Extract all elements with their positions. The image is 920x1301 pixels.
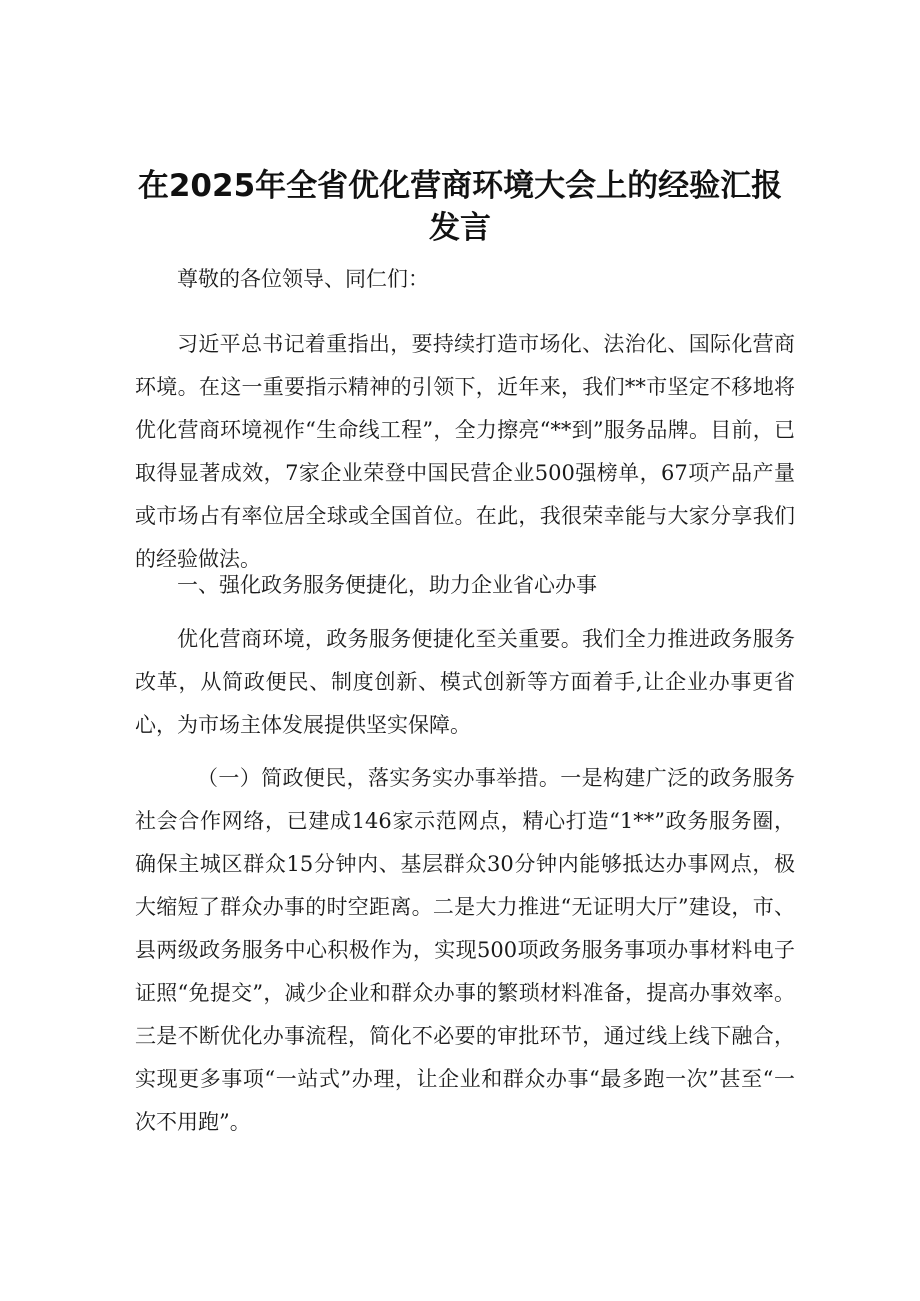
- paragraph-subsection-1: （一）简政便民，落实务实办事举措。一是构建广泛的政务服务社会合作网络，已建成146家示范网点，精心打造“1**”政务服务圈，确保主城区群众15分钟内、基层群众30分钟内能够抵达办事网点，极大缩短了群众办事的时空距离。二是大力推进“无证明大厅”建设，市、县两级政务服务中心积极作为，实现500项政务服务事项办事材料电子证照“免提交”，减少企业和群众办事的繁琐材料准备，提高办事效率。三是不断优化办事流程，简化不必要的审批环节，通过线上线下融合，实现更多事项“一站式”办理，让企业和群众办事“最多跑一次”甚至“一次不用跑”。: [135, 766, 795, 1134]
- section-heading-block: [135, 564, 795, 607]
- document-title-line-1: 在2025年全省优化营商环境大会上的经验汇报: [137, 168, 783, 204]
- salutation: 尊敬的各位领导、同仁们：: [177, 267, 429, 291]
- paragraph-block-1: [135, 323, 795, 581]
- paragraph-section-1-intro: 优化营商环境，政务服务便捷化至关重要。我们全力推进政务服务改革，从简政便民、制度创新、模式创新等方面着手,让企业办事更省心，为市场主体发展提供坚实保障。: [135, 627, 795, 737]
- paragraph-intro: 习近平总书记着重指出，要持续打造市场化、法治化、国际化营商环境。在这一重要指示精神的引领下，近年来，我们**市坚定不移地将优化营商环境视作“生命线工程”，全力擦亮“**到”服务品牌。目前，已取得显著成效，7家企业荣登中国民营企业500强榜单，67项产品产量或市场占有率位居全球或全国首位。在此，我很荣幸能与大家分享我们的经验做法。: [135, 332, 795, 571]
- paragraph-block-2: [135, 618, 795, 747]
- paragraph-block-3: [135, 757, 795, 1144]
- section-heading-1: 一、强化政务服务便捷化，助力企业省心办事: [177, 573, 597, 597]
- document-title-line-2: 发言: [429, 210, 491, 246]
- salutation-block: [135, 258, 795, 301]
